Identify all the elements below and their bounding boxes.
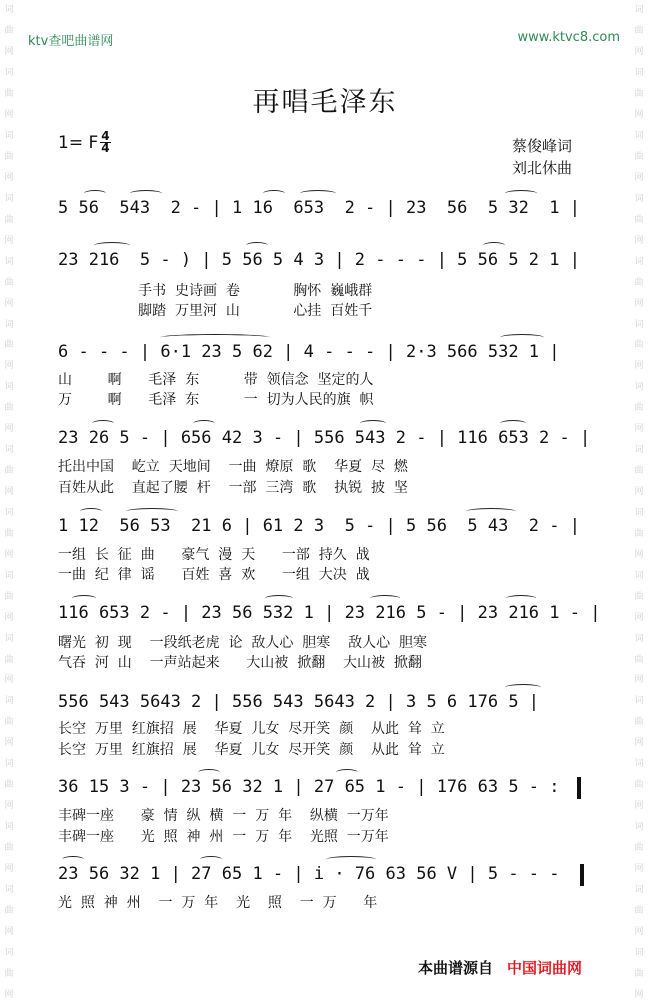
watermark-glyph: 词 [4,131,14,142]
slur-mark [80,508,102,515]
watermark-glyph: 曲 [634,277,644,288]
watermark-glyph: 网 [634,675,644,686]
time-signature [100,131,110,154]
watermark-glyph: 网 [634,424,644,435]
watermark-glyph: 曲 [634,528,644,539]
slur-mark [200,856,222,863]
lyricist-credit: 蔡俊峰词 [512,137,573,155]
slur-mark [265,595,293,602]
watermark-glyph: 曲 [634,905,644,916]
watermark-glyph: 曲 [4,403,14,414]
final-bar [580,864,584,886]
watermark-glyph: 网 [634,487,644,498]
watermark-glyph: 词 [634,884,644,895]
watermark-glyph: 曲 [634,968,644,979]
watermark-glyph: 词 [4,633,14,644]
watermark-glyph: 曲 [4,152,14,163]
slur-mark [500,334,544,341]
notation-row: 23 216 5 - ) | 5 56 5 4 3 | 2 - - - | 5 56 5 2 1 | [58,250,580,270]
site-url: www.ktvc8.com [517,30,620,45]
slur-mark [505,684,541,691]
watermark-glyph: 词 [4,5,14,16]
watermark-glyph: 网 [4,424,14,435]
watermark-glyph: 词 [4,884,14,895]
watermark-glyph: 曲 [634,842,644,853]
time-bottom: 4 [101,141,110,155]
source-label: 本曲谱源自 [418,959,494,977]
watermark-glyph: 曲 [634,654,644,665]
watermark-glyph: 网 [634,989,644,1000]
watermark-glyph: 曲 [4,214,14,225]
watermark-glyph: 曲 [4,780,14,791]
watermark-glyph: 网 [4,738,14,749]
source-site: 中国词曲网 [507,959,583,977]
watermark-glyph: 词 [4,696,14,707]
watermark-glyph: 网 [4,172,14,183]
watermark-glyph: 曲 [4,905,14,916]
key-signature [58,131,111,154]
watermark-glyph: 曲 [4,277,14,288]
watermark-glyph: 网 [634,47,644,58]
watermark-glyph: 曲 [4,528,14,539]
watermark-glyph: 网 [4,675,14,686]
watermark-glyph: 网 [634,549,644,560]
watermark-glyph: 词 [4,507,14,518]
watermark-glyph: 词 [634,5,644,16]
lyric-line: 曙光 初 现 一段纸老虎 论 敌人心 胆寒 敌人心 胆寒 [58,635,428,651]
watermark-glyph: 网 [4,235,14,246]
watermark-glyph: 词 [4,759,14,770]
watermark-glyph: 曲 [4,89,14,100]
watermark-glyph: 词 [4,382,14,393]
watermark-glyph: 网 [634,926,644,937]
lyric-line: 长空 万里 红旗招 展 华夏 儿女 尽开笑 颜 从此 耸 立 [58,742,445,758]
slur-mark [94,242,130,249]
watermark-glyph: 词 [634,131,644,142]
slur-mark [326,856,376,863]
watermark-glyph: 网 [634,863,644,874]
watermark-glyph: 网 [634,298,644,309]
slur-mark [360,420,386,427]
lyric-line: 托出中国 屹立 天地间 一曲 燎原 歌 华夏 尽 燃 [58,459,408,475]
slur-mark [198,769,220,776]
watermark-glyph: 词 [4,256,14,267]
watermark-glyph: 曲 [634,340,644,351]
slur-mark [84,190,106,197]
watermark-glyph: 网 [634,235,644,246]
watermark-right [632,0,646,1005]
watermark-glyph: 词 [4,570,14,581]
watermark-glyph: 曲 [634,717,644,728]
notation-row: 23 26 5 - | 656 42 3 - | 556 543 2 - | 116 653 2 - | [58,428,591,448]
notation-row: 23 56 32 1 | 27 65 1 - | i · 76 63 56 V | 5 - - - [58,864,560,884]
notation-row: 36 15 3 - | 23 56 32 1 | 27 65 1 - | 176 63 5 - : [58,777,560,797]
watermark-glyph: 网 [4,298,14,309]
watermark-glyph: 词 [634,759,644,770]
watermark-glyph: 词 [634,947,644,958]
slur-mark [505,190,537,197]
slur-mark [300,190,336,197]
key-label: 1= F [58,132,99,153]
watermark-glyph: 网 [634,738,644,749]
lyric-line: 手书 史诗画 卷 胸怀 巍峨群 [58,283,373,299]
slur-mark [483,242,505,249]
watermark-glyph: 曲 [4,968,14,979]
watermark-glyph: 词 [634,570,644,581]
watermark-glyph: 词 [634,633,644,644]
watermark-glyph: 曲 [4,340,14,351]
time-top: 4 [101,129,110,143]
watermark-glyph: 曲 [634,403,644,414]
watermark-glyph: 网 [4,361,14,372]
site-name: ktv查吧曲谱网 [28,34,114,49]
watermark-glyph: 网 [4,863,14,874]
slur-mark [336,769,358,776]
lyric-line: 一曲 纪 律 谣 百姓 喜 欢 一组 大决 战 [58,567,370,583]
lyric-line: 丰碑一座 豪 情 纵 横 一 万 年 纵横 一万年 [58,808,389,824]
watermark-glyph: 曲 [634,591,644,602]
source-credit [418,957,582,978]
slur-mark [193,420,215,427]
watermark-glyph: 网 [4,612,14,623]
lyric-line: 丰碑一座 光 照 神 州 一 万 年 光照 一万年 [58,829,389,845]
watermark-glyph: 词 [634,193,644,204]
watermark-glyph: 曲 [4,591,14,602]
watermark-glyph: 曲 [4,654,14,665]
lyric-line: 百姓从此 直起了腰 杆 一部 三湾 歌 执锐 披 坚 [58,480,408,496]
watermark-glyph: 网 [634,612,644,623]
notation-row: 1 12 56 53 21 6 | 61 2 3 5 - | 5 56 5 43 2 - | [58,516,580,536]
slur-mark [370,595,400,602]
lyric-line: 脚踏 万里河 山 心挂 百姓千 [58,303,373,319]
watermark-glyph: 网 [4,47,14,58]
watermark-glyph: 网 [634,361,644,372]
watermark-glyph: 曲 [4,717,14,728]
watermark-glyph: 词 [4,68,14,79]
slur-mark [500,420,526,427]
slur-mark [72,595,96,602]
watermark-glyph: 网 [4,801,14,812]
slur-mark [506,595,536,602]
notation-row: 5 56 543 2 - | 1 16 653 2 - | 23 56 5 32 1 | [58,198,580,218]
watermark-glyph: 词 [4,822,14,833]
watermark-glyph: 曲 [634,466,644,477]
slur-mark [62,856,84,863]
lyric-line: 光 照 神 州 一 万 年 光 照 一 万 年 [58,895,378,911]
watermark-glyph: 网 [634,110,644,121]
slur-mark [246,242,268,249]
watermark-glyph: 网 [4,110,14,121]
notation-row: 556 543 5643 2 | 556 543 5643 2 | 3 5 6 176 5 | [58,692,540,712]
watermark-glyph: 网 [634,172,644,183]
watermark-glyph: 曲 [634,152,644,163]
slur-mark [466,508,516,515]
watermark-left [2,0,16,1005]
watermark-glyph: 词 [634,822,644,833]
watermark-glyph: 词 [634,507,644,518]
watermark-glyph: 网 [4,926,14,937]
lyric-line: 一组 长 征 曲 豪气 漫 天 一部 持久 战 [58,547,370,563]
slur-mark [130,190,162,197]
watermark-glyph: 曲 [634,89,644,100]
watermark-glyph: 词 [634,319,644,330]
watermark-glyph: 曲 [4,466,14,477]
watermark-glyph: 曲 [4,842,14,853]
notation-row: 116 653 2 - | 23 56 532 1 | 23 216 5 - | 23 216 1 - | [58,603,601,623]
slur-mark [263,190,285,197]
watermark-glyph: 词 [4,947,14,958]
notation-row: 6 - - - | 6·1 23 5 62 | 4 - - - | 2·3 566 532 1 | [58,342,560,362]
watermark-glyph: 曲 [634,26,644,37]
repeat-bar [577,777,581,799]
song-title: 再唱毛泽东 [252,87,398,118]
watermark-glyph: 曲 [4,26,14,37]
watermark-glyph: 网 [4,487,14,498]
watermark-glyph: 网 [634,801,644,812]
lyric-line: 气吞 河 山 一声站起来 大山被 掀翻 大山被 掀翻 [58,655,422,671]
watermark-glyph: 词 [634,445,644,456]
lyric-line: 山 啊 毛泽 东 带 领信念 坚定的人 [58,372,374,388]
lyric-line: 长空 万里 红旗招 展 华夏 儿女 尽开笑 颜 从此 耸 立 [58,721,445,737]
watermark-glyph: 词 [634,382,644,393]
watermark-glyph: 词 [634,256,644,267]
lyric-line: 万 啊 毛泽 东 一 切为人民的旗 帜 [58,392,374,408]
watermark-glyph: 词 [4,445,14,456]
watermark-glyph: 词 [634,696,644,707]
watermark-glyph: 网 [4,989,14,1000]
watermark-glyph: 曲 [634,214,644,225]
slur-mark [160,334,270,341]
watermark-glyph: 词 [4,193,14,204]
slur-mark [126,508,178,515]
watermark-glyph: 词 [634,68,644,79]
watermark-glyph: 曲 [634,780,644,791]
slur-mark [92,420,114,427]
composer-credit: 刘北休曲 [512,159,573,177]
watermark-glyph: 词 [4,319,14,330]
watermark-glyph: 网 [4,549,14,560]
